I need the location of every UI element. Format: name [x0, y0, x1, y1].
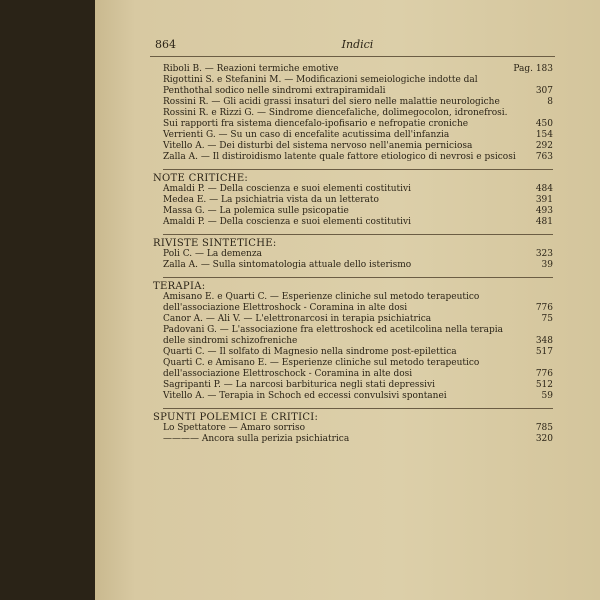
- page-title: Indici: [341, 38, 374, 51]
- entry-text: Amaldi P. — Della coscienza e suoi elementi costitutivi: [163, 217, 411, 227]
- index-entry: [163, 108, 553, 130]
- book-page: [95, 0, 600, 600]
- entry-text: Vitello A. — Dei disturbi del sistema nervoso nell'anemia perniciosa: [163, 141, 473, 151]
- entry-text: Massa G. — La polemica sulle psicopatie: [163, 206, 349, 216]
- index-group-3: [163, 249, 553, 271]
- entry-page: 59: [541, 391, 553, 401]
- index-entry: [163, 141, 553, 152]
- entry-page: 154: [535, 130, 553, 140]
- entry-page: 484: [535, 184, 553, 194]
- index-group-2: [163, 184, 553, 228]
- index-entry: [163, 217, 553, 228]
- entry-page: 348: [535, 336, 553, 346]
- entry-page: 323: [535, 249, 553, 259]
- entry-page: 512: [535, 380, 553, 390]
- index-group-5: [163, 423, 553, 445]
- index-entry: [163, 184, 553, 195]
- entry-page: 763: [535, 152, 553, 162]
- page-header: [155, 38, 560, 54]
- header-rule: [150, 56, 555, 57]
- entry-page: 39: [541, 260, 553, 270]
- entry-text: Quarti C. — Il solfato di Magnesio nella sindrome post-epilettica: [163, 347, 457, 357]
- index-entry: [163, 358, 553, 380]
- index-entry: [163, 325, 553, 347]
- index-entry: [163, 249, 553, 260]
- section-terapia: TERAPIA:: [163, 277, 553, 292]
- index-entry: [163, 423, 553, 434]
- index-entry: [163, 130, 553, 141]
- index-entry: [163, 64, 553, 75]
- index-entry: [163, 347, 553, 358]
- entry-page: 320: [535, 434, 553, 444]
- entry-page: 307: [535, 86, 553, 96]
- entry-text: Riboli B. — Reazioni termiche emotive: [163, 64, 339, 74]
- entry-page: 517: [535, 347, 553, 357]
- entry-page: 785: [535, 423, 553, 433]
- entry-text: Canor A. — Ali V. — L'elettronarcosi in terapia psichiatrica: [163, 314, 432, 324]
- index-entry: [163, 292, 553, 314]
- entry-page: 776: [535, 303, 553, 313]
- entry-page: 776: [535, 369, 553, 379]
- entry-text: Zalla A. — Sulla sintomatologia attuale dello isterismo: [163, 260, 412, 270]
- index-entry: [163, 434, 553, 445]
- entry-text: Padovani G. — L'associazione fra elettroshock ed acetilcolina nella terapia delle sindromi schizofreniche: [163, 325, 503, 346]
- entry-text: Poli C. — La demenza: [163, 249, 262, 259]
- page-number: 864: [155, 38, 176, 51]
- index-entry: [163, 380, 553, 391]
- entry-page: 292: [535, 141, 553, 151]
- entry-page: 8: [547, 97, 553, 107]
- entry-text: Verrienti G. — Su un caso di encefalite acutissima dell'infanzia: [163, 130, 450, 140]
- entry-page: 493: [535, 206, 553, 216]
- entry-text: Amisano E. e Quarti C. — Esperienze cliniche sul metodo terapeutico dell'associazione Elettroshock - Coramina in alte dosi: [163, 292, 480, 313]
- entry-text: Sagripanti P. — La narcosi barbiturica negli stati depressivi: [163, 380, 435, 390]
- entry-text: Rossini R. e Rizzi G. — Sindrome diencefaliche, dolimegocolon, idronefrosi. Sui rapporti fra sistema diencefalo-ipofisario e nefropatie croniche: [163, 108, 508, 129]
- section-riviste-sintetiche: RIVISTE SINTETICHE:: [163, 234, 553, 249]
- entry-page: 391: [535, 195, 553, 205]
- index-content: [153, 64, 553, 445]
- entry-text: ———— Ancora sulla perizia psichiatrica: [163, 434, 350, 444]
- entry-text: Rigottini S. e Stefanini M. — Modificazioni semeiologiche indotte dal Penthothal sodico nelle sindromi extrapiramidali: [163, 75, 478, 96]
- entry-page: 75: [541, 314, 553, 324]
- index-entry: [163, 195, 553, 206]
- entry-text: Quarti C. e Amisano E. — Esperienze cliniche sul metodo terapeutico dell'associazione Elettroschock - Coramina in alte dosi: [163, 358, 480, 379]
- index-entry: [163, 75, 553, 97]
- section-note-critiche: NOTE CRITICHE:: [163, 169, 553, 184]
- entry-page: Pag. 183: [513, 64, 553, 74]
- entry-text: Vitello A. — Terapia in Schoch ed eccessi convulsivi spontanei: [163, 391, 447, 401]
- entry-page: 481: [535, 217, 553, 227]
- entry-text: Rossini R. — Gli acidi grassi insaturi del siero nelle malattie neurologiche: [163, 97, 500, 107]
- index-entry: [163, 97, 553, 108]
- index-entry: [163, 206, 553, 217]
- entry-text: Medea E. — La psichiatria vista da un letterato: [163, 195, 379, 205]
- entry-text: Amaldi P. — Della coscienza e suoi elementi costitutivi: [163, 184, 411, 194]
- entry-text: Zalla A. — Il distiroidismo latente quale fattore etiologico di nevrosi e psicosi: [163, 152, 516, 162]
- index-group-4: [163, 292, 553, 402]
- entry-text: Lo Spettatore — Amaro sorriso: [163, 423, 306, 433]
- section-spunti-polemici: SPUNTI POLEMICI E CRITICI:: [163, 408, 553, 423]
- index-entry: [163, 152, 553, 163]
- entry-page: 450: [535, 119, 553, 129]
- index-entry: [163, 391, 553, 402]
- index-group-1: [163, 64, 553, 163]
- index-entry: [163, 260, 553, 271]
- index-entry: [163, 314, 553, 325]
